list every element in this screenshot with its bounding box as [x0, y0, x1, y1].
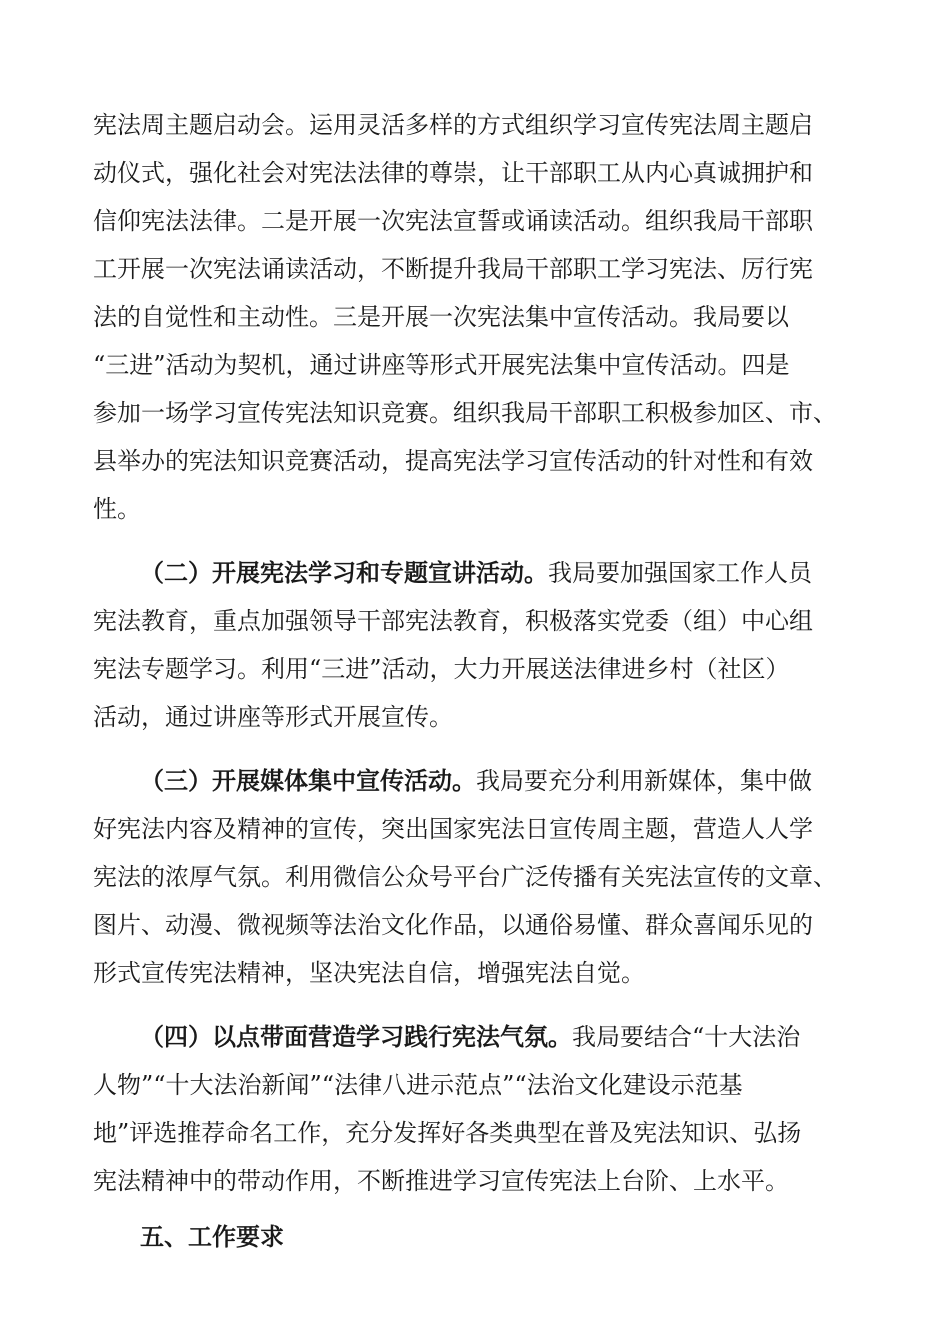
section-3-heading: （三）开展媒体集中宣传活动。: [140, 766, 476, 795]
paragraph-line: 法的自觉性和主动性。三是开展一次宪法集中宣传活动。我局要以: [93, 303, 789, 331]
paragraph-line: 参加一场学习宣传宪法知识竞赛。组织我局干部职工积极参加区、市、: [93, 399, 837, 427]
paragraph-line: 宪法精神中的带动作用，不断推进学习宣传宪法上台阶、上水平。: [93, 1167, 789, 1195]
paragraph-line: 性。: [93, 495, 141, 523]
paragraph-text: 我局要结合“十大法治: [572, 1023, 801, 1051]
paragraph-line: 地”评选推荐命名工作，充分发挥好各类典型在普及宪法知识、弘扬: [93, 1119, 802, 1147]
paragraph-line: 信仰宪法法律。二是开展一次宪法宣誓或诵读活动。组织我局干部职: [93, 207, 813, 235]
section-2-heading: （二）开展宪法学习和专题宣讲活动。: [140, 558, 548, 587]
section-4-first-line: [140, 1021, 950, 1053]
chapter-5-heading: 五、工作要求: [140, 1222, 284, 1251]
paragraph-line: “三进”活动为契机，通过讲座等形式开展宪法集中宣传活动。四是: [93, 351, 790, 379]
paragraph-line: 宪法教育，重点加强领导干部宪法教育，积极落实党委（组）中心组: [93, 607, 813, 635]
paragraph-line: 工开展一次宪法诵读活动，不断提升我局干部职工学习宪法、厉行宪: [93, 255, 813, 283]
section-3-first-line: [140, 765, 950, 797]
paragraph-text: 我局要充分利用新媒体，集中做: [476, 767, 812, 795]
paragraph-line: 宪法周主题启动会。运用灵活多样的方式组织学习宣传宪法周主题启: [93, 111, 813, 139]
section-4-heading: （四）以点带面营造学习践行宪法气氛。: [140, 1022, 572, 1051]
paragraph-line: 形式宣传宪法精神，坚决宪法自信，增强宪法自觉。: [93, 959, 645, 987]
paragraph-line: 县举办的宪法知识竞赛活动，提高宪法学习宣传活动的针对性和有效: [93, 447, 813, 475]
paragraph-text: 我局要加强国家工作人员: [548, 559, 812, 587]
paragraph-line: 图片、动漫、微视频等法治文化作品，以通俗易懂、群众喜闻乐见的: [93, 911, 813, 939]
paragraph-line: 好宪法内容及精神的宣传，突出国家宪法日宣传周主题，营造人人学: [93, 815, 813, 843]
paragraph-line: 人物”“十大法治新闻”“法律八进示范点”“法治文化建设示范基: [93, 1071, 743, 1099]
paragraph-line: 宪法的浓厚气氛。利用微信公众号平台广泛传播有关宪法宣传的文章、: [93, 863, 837, 891]
section-2-first-line: [140, 557, 950, 589]
paragraph-line: 动仪式，强化社会对宪法法律的尊崇，让干部职工从内心真诚拥护和: [93, 159, 813, 187]
paragraph-line: 活动，通过讲座等形式开展宣传。: [93, 703, 453, 731]
paragraph-line: 宪法专题学习。利用“三进”活动，大力开展送法律进乡村（社区）: [93, 655, 790, 683]
